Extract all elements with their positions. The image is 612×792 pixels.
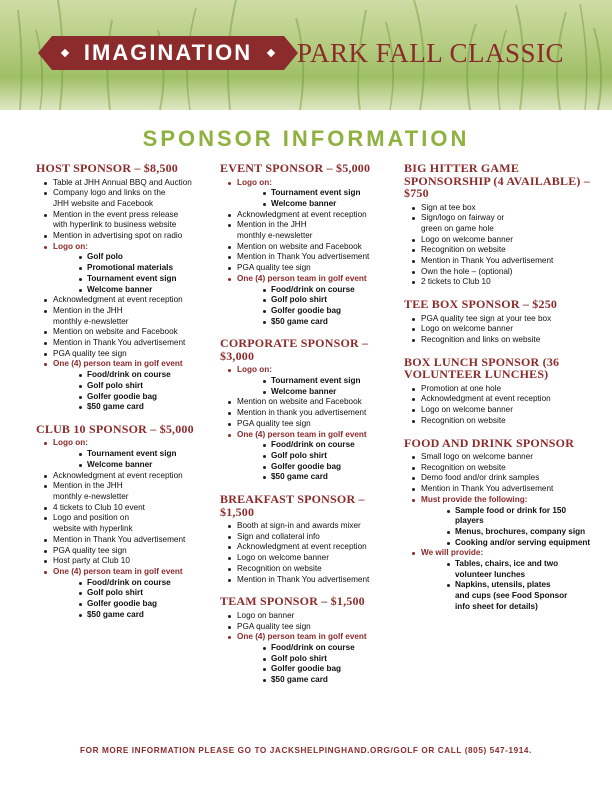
benefit-item xyxy=(404,213,594,224)
benefit-text: Mention in the JHH xyxy=(53,481,123,491)
benefit-item xyxy=(404,405,594,416)
sub-benefit-item: Welcome banner xyxy=(237,199,400,210)
benefit-item xyxy=(404,484,594,495)
benefit-text: Acknowledgment at event reception xyxy=(53,470,183,480)
benefit-text: Sign at tee box xyxy=(421,202,476,212)
benefit-item xyxy=(404,277,594,288)
benefit-text: Mention in Thank You advertisement xyxy=(421,256,554,266)
sub-benefit-item: Golf polo shirt xyxy=(53,588,216,599)
sub-benefit-item: Tournament event sign xyxy=(237,188,400,199)
benefit-item xyxy=(36,188,216,199)
benefit-text: One (4) person team in golf event xyxy=(237,429,367,439)
benefit-text: Logo on welcome banner xyxy=(421,405,513,415)
benefit-item-continued xyxy=(36,199,216,210)
sponsor-block-breakfast-sponsor-1-500 xyxy=(220,493,400,585)
benefit-text: Demo food and/or drink samples xyxy=(421,473,540,483)
footer-contact-info: FOR MORE INFORMATION PLEASE GO TO JACKSHELPINGHAND.ORG/GOLF OR CALL (805) 547-1914. xyxy=(80,746,532,755)
benefit-text: Acknowledgment at event reception xyxy=(237,542,367,552)
benefit-text: Mention in the JHH xyxy=(237,220,307,230)
benefit-item-continued xyxy=(220,231,400,242)
benefit-list xyxy=(220,178,400,328)
section-title: SPONSOR INFORMATION xyxy=(142,126,470,151)
benefit-list xyxy=(404,384,594,427)
sponsor-heading: EVENT SPONSOR – $5,000 xyxy=(220,161,371,175)
benefit-sublist xyxy=(53,252,216,295)
benefit-text: Own the hole – (optional) xyxy=(421,266,513,276)
benefit-item xyxy=(220,542,400,553)
benefit-item-continued xyxy=(36,492,216,503)
benefit-group-heading xyxy=(220,365,400,397)
benefit-text: Recognition on website xyxy=(237,563,322,573)
benefit-list xyxy=(220,611,400,686)
sub-benefit-item-continued: and cups (see Food Sponsor xyxy=(455,591,568,601)
sponsor-block-big-hitter-game-sponsorship-4-available- xyxy=(404,162,594,288)
benefit-group-heading xyxy=(220,632,400,686)
benefit-text: Promotion at one hole xyxy=(421,383,502,393)
benefit-item xyxy=(220,521,400,532)
benefit-item xyxy=(220,263,400,274)
sub-benefit-item: Menus, brochures, company sign xyxy=(421,527,594,538)
sponsor-heading: TEE BOX SPONSOR – $250 xyxy=(404,297,558,312)
sponsor-block-club-10-sponsor-5-000 xyxy=(36,423,216,620)
benefit-text: One (4) person team in golf event xyxy=(237,632,367,642)
sub-benefit-item: Golf polo shirt xyxy=(237,451,400,462)
sub-benefit-item: Promotional materials xyxy=(53,263,216,274)
sponsor-block-corporate-sponsor-3-000 xyxy=(220,337,400,483)
benefit-item xyxy=(36,178,216,189)
benefit-group-heading xyxy=(36,359,216,413)
benefit-list xyxy=(36,178,216,413)
benefit-group-heading xyxy=(36,567,216,621)
benefit-text: Sign and collateral info xyxy=(237,531,320,541)
benefit-text: 4 tickets to Club 10 event xyxy=(53,502,145,512)
benefit-list xyxy=(404,452,594,613)
benefit-item-continued xyxy=(36,524,216,535)
benefit-text: Mention in Thank You advertisement xyxy=(53,338,186,348)
sponsor-heading: CLUB 10 SPONSOR – $5,000 xyxy=(36,421,194,436)
benefit-text: PGA quality tee sign xyxy=(53,348,127,358)
benefit-text: Logo on welcome banner xyxy=(237,553,329,563)
benefit-item xyxy=(404,452,594,463)
benefit-sublist xyxy=(53,370,216,413)
sponsor-heading: HOST SPONSOR – $8,500 xyxy=(36,161,179,175)
benefit-sublist xyxy=(237,376,400,397)
benefit-item xyxy=(220,532,400,543)
event-title: PARK FALL CLASSIC xyxy=(297,38,565,68)
sub-benefit-item: Tournament event sign xyxy=(53,274,216,285)
benefit-text: Company logo and links on the xyxy=(53,188,166,198)
benefit-group-heading xyxy=(36,438,216,470)
benefit-text: Mention in the JHH xyxy=(53,305,123,315)
sponsor-block-team-sponsor-1-500 xyxy=(220,595,400,685)
benefit-item xyxy=(36,546,216,557)
benefit-item xyxy=(220,252,400,263)
benefit-item xyxy=(404,473,594,484)
benefit-item xyxy=(36,231,216,242)
benefit-item xyxy=(404,256,594,267)
sub-benefit-item: Golfer goodie bag xyxy=(237,306,400,317)
benefit-text: Mention in Thank You advertisement xyxy=(237,574,370,584)
benefit-item xyxy=(220,220,400,231)
sponsor-block-event-sponsor-5-000 xyxy=(220,162,400,327)
sub-benefit-item: $50 game card xyxy=(53,610,216,621)
benefit-group-heading xyxy=(36,242,216,296)
sponsor-column-right xyxy=(404,162,594,623)
benefit-item xyxy=(220,419,400,430)
benefit-group-heading xyxy=(220,274,400,328)
benefit-text: Acknowledgment at event reception xyxy=(237,209,367,219)
sub-benefit-item: Golf polo shirt xyxy=(237,295,400,306)
benefit-item xyxy=(404,463,594,474)
benefit-text: Mention on website and Facebook xyxy=(53,327,178,337)
benefit-item xyxy=(220,622,400,633)
benefit-text: Recognition and links on website xyxy=(421,335,541,345)
sponsor-heading: CORPORATE SPONSOR – $3,000 xyxy=(220,336,369,363)
benefit-item xyxy=(404,416,594,427)
benefit-list xyxy=(220,365,400,483)
benefit-text: Host party at Club 10 xyxy=(53,556,130,566)
benefit-text: Mention in thank you advertisement xyxy=(237,408,367,418)
sponsor-block-host-sponsor-8-500 xyxy=(36,162,216,413)
benefit-sublist xyxy=(53,578,216,621)
benefit-list xyxy=(36,438,216,620)
benefit-text: One (4) person team in golf event xyxy=(53,566,183,576)
benefit-text: Booth at sign-in and awards mixer xyxy=(237,521,361,531)
sub-benefit-item: Golfer goodie bag xyxy=(237,462,400,473)
benefit-text: monthly e-newsletter xyxy=(53,491,129,501)
sub-benefit-item: Tournament event sign xyxy=(53,449,216,460)
sponsor-heading: TEAM SPONSOR – $1,500 xyxy=(220,594,365,609)
benefit-text: Recognition on website xyxy=(421,462,506,472)
sponsor-block-tee-box-sponsor-250 xyxy=(404,298,594,346)
sub-benefit-item: Golf polo xyxy=(53,252,216,263)
benefit-item xyxy=(36,349,216,360)
benefit-text: One (4) person team in golf event xyxy=(53,359,183,369)
benefit-text: One (4) person team in golf event xyxy=(237,273,367,283)
benefit-text: Logo on welcome banner xyxy=(421,234,513,244)
benefit-text: 2 tickets to Club 10 xyxy=(421,277,491,287)
benefit-item xyxy=(220,397,400,408)
benefit-text: Logo on: xyxy=(237,365,273,375)
benefit-text: Logo on: xyxy=(53,438,89,448)
benefit-item xyxy=(36,535,216,546)
sponsor-column-left xyxy=(36,162,216,630)
benefit-sublist xyxy=(237,188,400,209)
benefit-item xyxy=(36,306,216,317)
benefit-item xyxy=(36,471,216,482)
sub-benefit-item: Golfer goodie bag xyxy=(53,392,216,403)
benefit-text: Mention on website and Facebook xyxy=(237,241,362,251)
benefit-item xyxy=(220,575,400,586)
sub-benefit-item: Welcome banner xyxy=(53,285,216,296)
sub-benefit-item: $50 game card xyxy=(237,472,400,483)
benefit-item xyxy=(404,384,594,395)
sub-benefit-item: Welcome banner xyxy=(237,387,400,398)
benefit-text: website with hyperlink xyxy=(53,524,133,534)
sponsor-heading: BIG HITTER GAME SPONSORSHIP (4 AVAILABLE) – $750 xyxy=(404,161,591,200)
sponsor-block-box-lunch-sponsor-36-volunteer-lunches xyxy=(404,356,594,427)
title-ribbon xyxy=(52,36,284,70)
ribbon-title: IMAGINATION xyxy=(83,40,253,65)
benefit-item xyxy=(404,335,594,346)
benefit-text: Acknowledgment at event reception xyxy=(53,295,183,305)
benefit-item xyxy=(36,210,216,221)
sub-benefit-item: Food/drink on course xyxy=(237,643,400,654)
benefit-text: Mention in Thank You advertisement xyxy=(237,252,370,262)
benefit-item xyxy=(220,564,400,575)
sub-benefit-item: Sample food or drink for 150 players xyxy=(421,506,594,527)
sub-benefit-item: Golf polo shirt xyxy=(53,381,216,392)
benefit-item xyxy=(404,394,594,405)
benefit-text: Table at JHH Annual BBQ and Auction xyxy=(53,177,192,187)
benefit-item xyxy=(36,295,216,306)
benefit-text: Mention on website and Facebook xyxy=(237,397,362,407)
benefit-text: Must provide the following: xyxy=(421,494,528,504)
benefit-group-heading xyxy=(220,178,400,210)
sub-benefit-item: Food/drink on course xyxy=(237,285,400,296)
sponsor-heading: BREAKFAST SPONSOR – $1,500 xyxy=(220,492,365,519)
benefit-text: Logo on banner xyxy=(237,610,295,620)
benefit-text: Sign/logo on fairway or xyxy=(421,213,505,223)
sub-benefit-item: Golfer goodie bag xyxy=(237,664,400,675)
benefit-text: monthly e-newsletter xyxy=(237,231,313,241)
benefit-sublist xyxy=(237,643,400,686)
benefit-item xyxy=(36,503,216,514)
sub-benefit-item: Cooking and/or serving equipment xyxy=(421,538,594,549)
benefit-text: Recognition on website xyxy=(421,245,506,255)
benefit-group-heading xyxy=(220,430,400,484)
benefit-text: Logo on welcome banner xyxy=(421,324,513,334)
sub-benefit-item: Welcome banner xyxy=(53,460,216,471)
benefit-group-heading xyxy=(404,495,594,549)
benefit-item xyxy=(404,235,594,246)
sub-benefit-item: Tables, chairs, ice and two xyxy=(421,559,594,570)
benefit-text: Logo on: xyxy=(53,241,89,251)
benefit-item xyxy=(404,267,594,278)
benefit-item xyxy=(220,210,400,221)
benefit-list xyxy=(404,314,594,346)
benefit-sublist xyxy=(421,506,594,549)
benefit-sublist xyxy=(237,440,400,483)
benefit-text: green on game hole xyxy=(421,223,494,233)
benefit-text: Mention in Thank You advertisement xyxy=(53,534,186,544)
benefit-item xyxy=(404,203,594,214)
benefit-list xyxy=(404,203,594,289)
benefit-item xyxy=(220,242,400,253)
benefit-text: Logo and position on xyxy=(53,513,130,523)
benefit-item xyxy=(36,481,216,492)
benefit-item xyxy=(36,513,216,524)
benefit-text: Mention in advertising spot on radio xyxy=(53,231,183,241)
sub-benefit-item: Food/drink on course xyxy=(237,440,400,451)
sub-benefit-item: $50 game card xyxy=(53,402,216,413)
benefit-text: PGA quality tee sign xyxy=(237,418,311,428)
benefit-text: PGA quality tee sign xyxy=(237,621,311,631)
benefit-sublist xyxy=(53,449,216,470)
benefit-item xyxy=(220,553,400,564)
benefit-item xyxy=(404,324,594,335)
benefit-text: with hyperlink to business website xyxy=(53,220,177,230)
benefit-text: PGA quality tee sign xyxy=(53,545,127,555)
benefit-text: PGA quality tee sign at your tee box xyxy=(421,313,552,323)
sub-benefit-item-continued: info sheet for details) xyxy=(455,601,538,611)
benefit-text: Logo on: xyxy=(237,177,273,187)
sub-benefit-item: Food/drink on course xyxy=(53,578,216,589)
benefit-text: monthly e-newsletter xyxy=(53,316,129,326)
benefit-item xyxy=(404,245,594,256)
benefit-item xyxy=(220,408,400,419)
sub-benefit-item: Tournament event sign xyxy=(237,376,400,387)
benefit-group-heading xyxy=(404,548,594,612)
benefit-list xyxy=(220,521,400,585)
sub-benefit-item: Golfer goodie bag xyxy=(53,599,216,610)
benefit-item xyxy=(404,314,594,325)
sub-benefit-item-continued: volunteer lunches xyxy=(455,569,526,579)
sponsor-heading: FOOD AND DRINK SPONSOR xyxy=(404,435,575,450)
benefit-item-continued xyxy=(36,317,216,328)
benefit-sublist xyxy=(421,559,594,613)
benefit-text: Acknowledgment at event reception xyxy=(421,394,551,404)
sponsor-block-food-and-drink-sponsor xyxy=(404,437,594,613)
benefit-text: JHH website and Facebook xyxy=(53,198,154,208)
benefit-text: Mention in Thank You advertisement xyxy=(421,484,554,494)
benefit-text: Mention in the event press release xyxy=(53,209,179,219)
sub-benefit-item: $50 game card xyxy=(237,317,400,328)
benefit-item xyxy=(36,338,216,349)
sub-benefit-item: Food/drink on course xyxy=(53,370,216,381)
benefit-text: Recognition on website xyxy=(421,415,506,425)
header-banner-area xyxy=(0,0,612,110)
benefit-item xyxy=(36,556,216,567)
sub-benefit-item: Napkins, utensils, plates xyxy=(421,580,594,591)
benefit-text: We will provide: xyxy=(421,548,484,558)
sub-benefit-item: Golf polo shirt xyxy=(237,654,400,665)
sponsor-column-middle xyxy=(220,162,400,696)
benefit-sublist xyxy=(237,285,400,328)
sub-benefit-item: $50 game card xyxy=(237,675,400,686)
benefit-item-continued xyxy=(36,220,216,231)
benefit-item xyxy=(220,611,400,622)
benefit-text: Small logo on welcome banner xyxy=(421,452,533,462)
sponsor-heading: BOX LUNCH SPONSOR (36 VOLUNTEER LUNCHES) xyxy=(404,354,560,382)
benefit-text: PGA quality tee sign xyxy=(237,263,311,273)
benefit-item xyxy=(36,327,216,338)
benefit-item-continued xyxy=(404,224,594,235)
